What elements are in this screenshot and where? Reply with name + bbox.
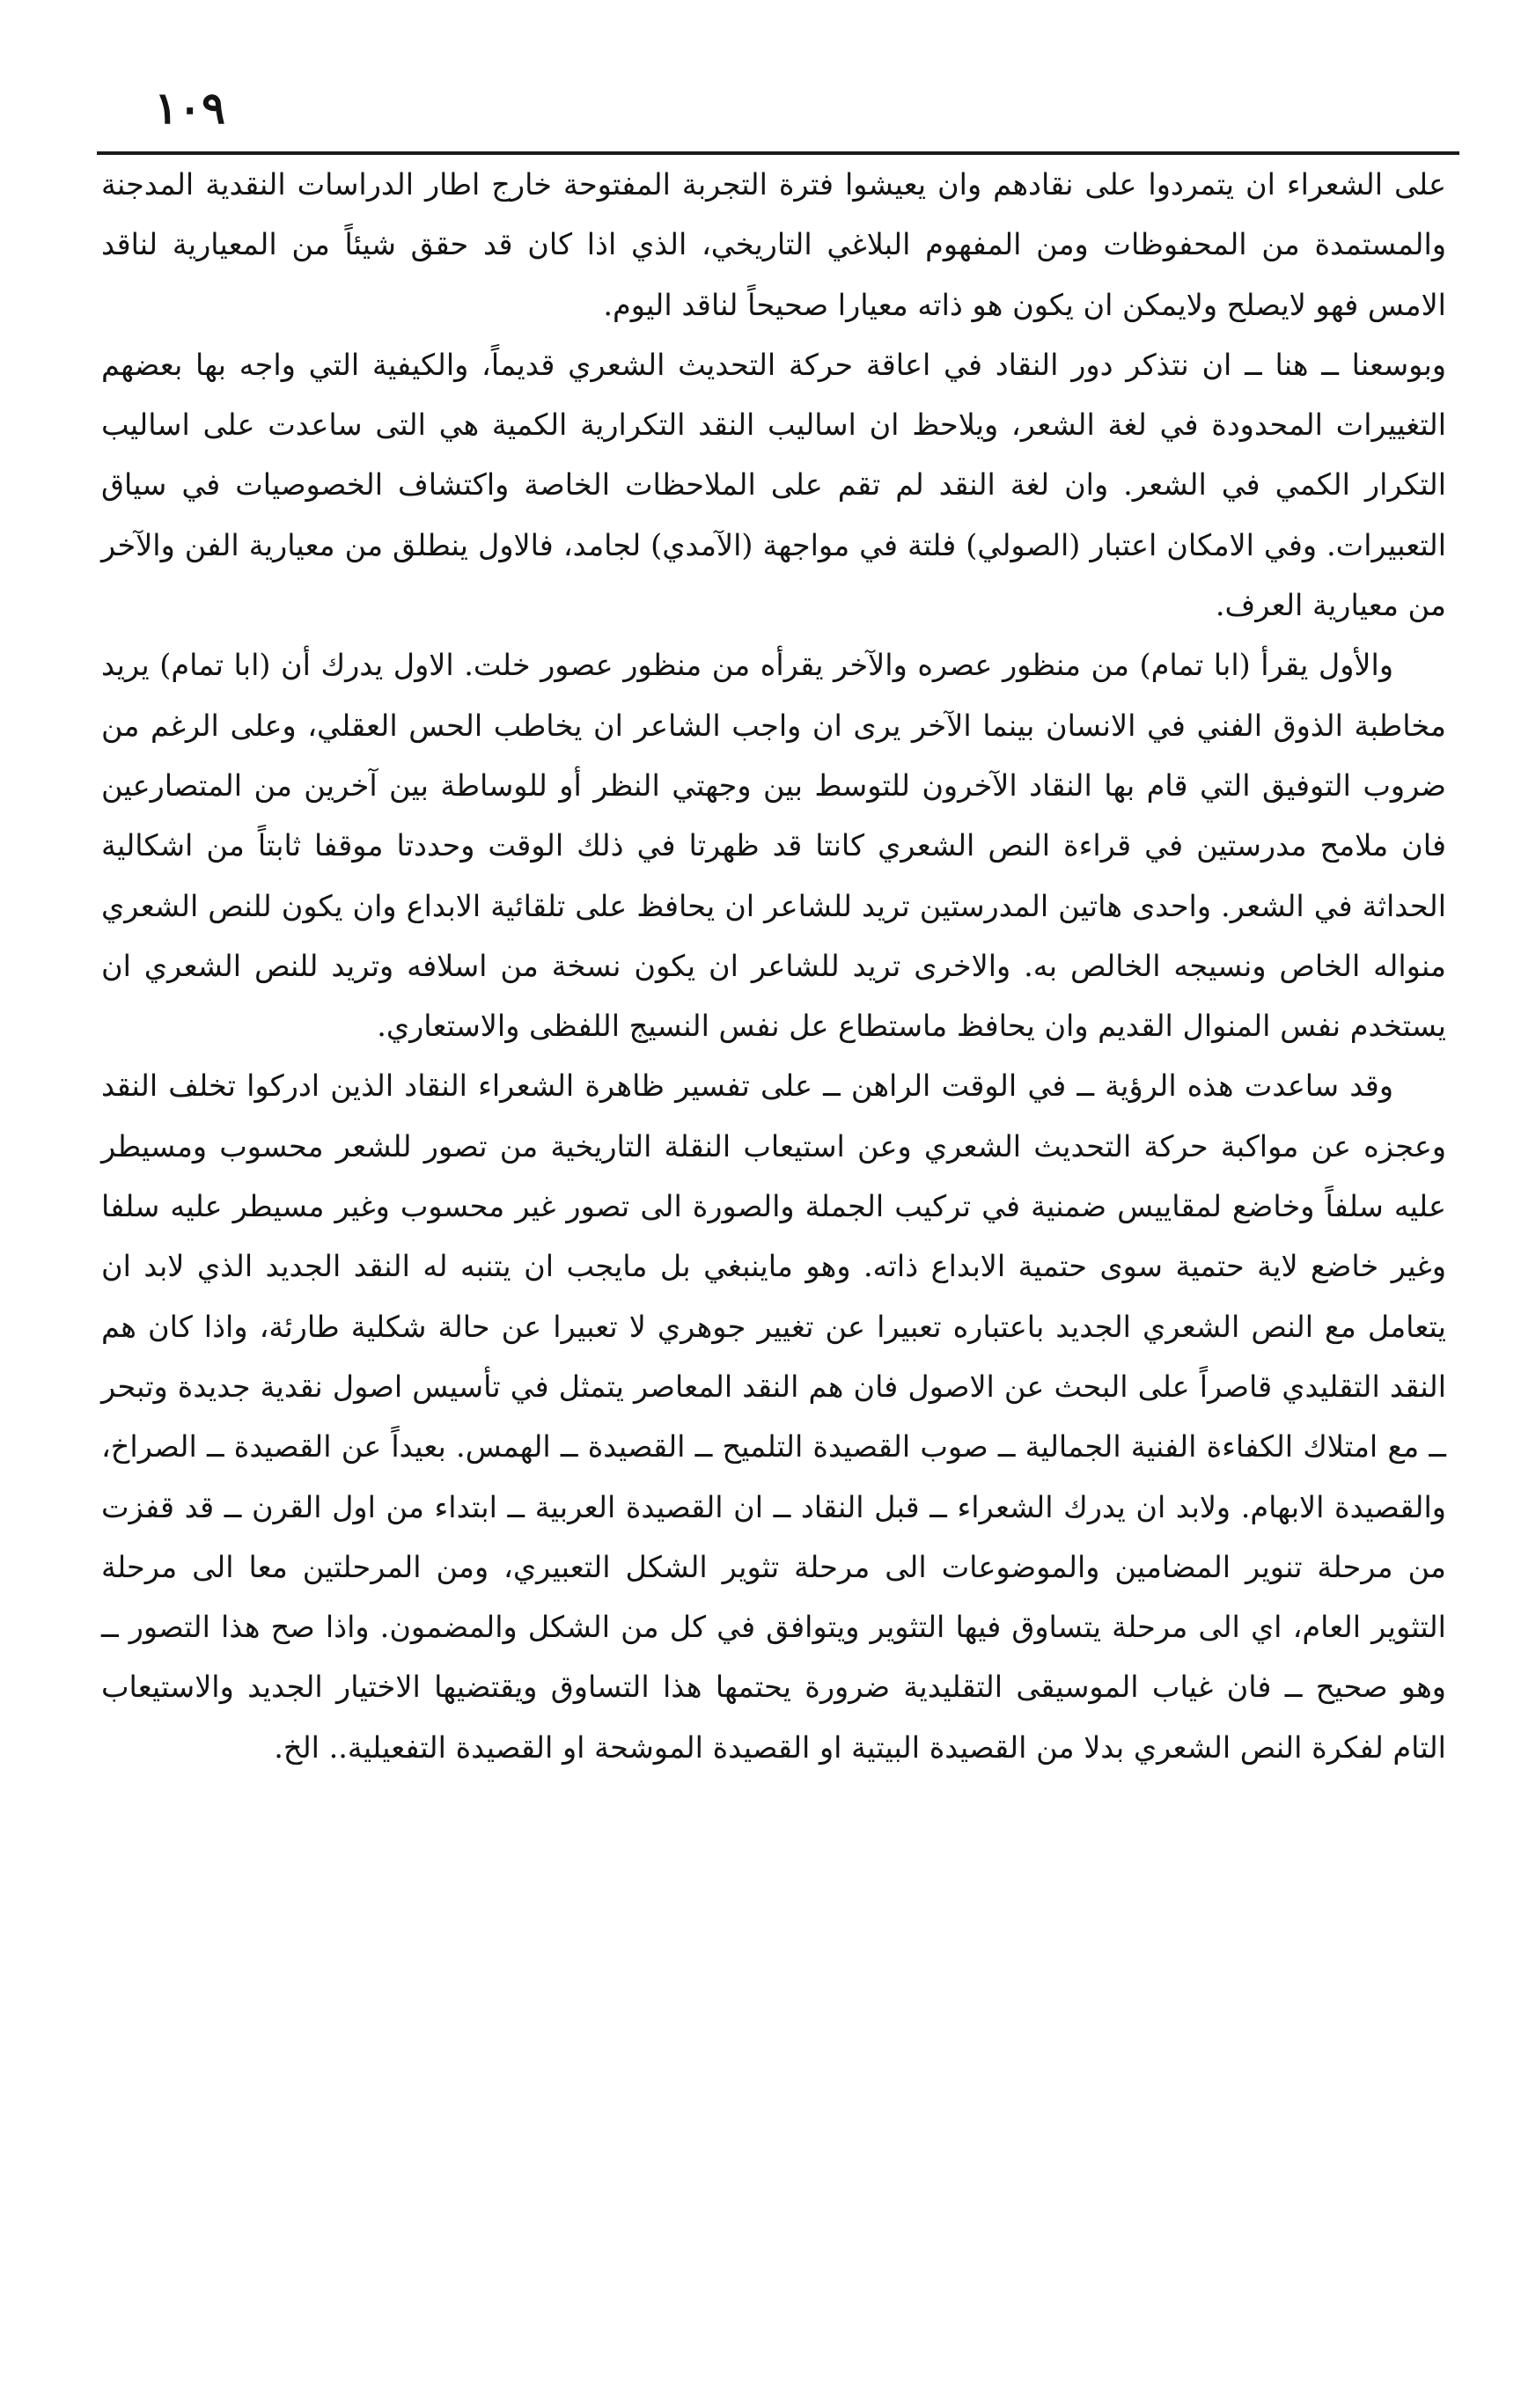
paragraph-3: والأول يقرأ (ابا تمام) من منظور عصره والآخر يقرأه من منظور عصور خلت. الاول يدرك أن (ابا تمام) يريد مخاطبة الذوق الفني في الانسان بينما الآخر يرى ان واجب الشاعر ان يخاطب الحس العقلي، وعلى الرغم من ضروب التوفيق التي قام بها النقاد الآخرون للتوسط بين وجهتي النظر أو للوساطة بين آخرين من المتصارعين فان ملامح مدرستين في قراءة النص الشعري كانتا قد ظهرتا في ذلك الوقت وحددتا موقفا ثابتاً من اشكالية الحداثة في الشعر. واحدى هاتين المدرستين تريد للشاعر ان يحافظ على تلقائية الابداع وان يكون للنص الشعري منواله الخاص ونسيجه الخالص به. والاخرى تريد للشاعر ان يكون نسخة من اسلافه وتريد للنص الشعري ان يستخدم نفس المنوال القديم وان يحافظ ماستطاع عل نفس النسيج اللفظى والاستعاري.: [101, 648, 1446, 1044]
paragraph-4: وقد ساعدت هذه الرؤية ــ في الوقت الراهن ــ على تفسير ظاهرة الشعراء النقاد الذين ادركوا تخلف النقد وعجزه عن مواكبة حركة التحديث الشعري وعن استيعاب النقلة التاريخية من تصور للشعر محسوب ومسيطر عليه سلفاً وخاضع لمقاييس ضمنية في تركيب الجملة والصورة الى تصور غير محسوب وغير مسيطر عليه سلفا وغير خاضع لاية حتمية سوى حتمية الابداع ذاته. وهو ماينبغي بل مايجب ان يتنبه له النقد الجديد الذي لابد ان يتعامل مع النص الشعري الجديد باعتباره تعبيرا عن تغيير جوهري لا تعبيرا عن حالة شكلية طارئة، واذا كان هم النقد التقليدي قاصراً على البحث عن الاصول فان هم النقد المعاصر يتمثل في تأسيس اصول نقدية جديدة وتبحر ــ مع امتلاك الكفاءة الفنية الجمالية ــ صوب القصيدة التلميح ــ القصيدة ــ الهمس. بعيداً عن القصيدة ــ الصراخ، والقصيدة الابهام. ولابد ان يدرك الشعراء ــ قبل النقاد ــ ان القصيدة العربية ــ ابتداء من اول القرن ــ قد قفزت من مرحلة تنوير المضامين والموضوعات الى مرحلة تثوير الشكل التعبيري، ومن المرحلتين معا الى مرحلة التثوير العام، اي الى مرحلة يتساوق فيها التثوير ويتوافق في كل من الشكل والمضمون. واذا صح هذا التصور ــ وهو صحيح ــ فان غياب الموسيقى التقليدية ضرورة يحتمها هذا التساوق ويقتضيها الاختيار الجديد والاستيعاب التام لفكرة النص الشعري بدلا من القصيدة البيتية او القصيدة الموشحة او القصيدة التفعيلية.. الخ.: [101, 1068, 1446, 1765]
paragraph-1: على الشعراء ان يتمردوا على نقادهم وان يعيشوا فترة التجربة المفتوحة خارج اطار الدراسات النقدية المدجنة والمستمدة من المحفوظات ومن المفهوم البلاغي التاريخي، الذي اذا كان قد حقق شيئاً من المعيارية لناقد الامس فهو لايصلح ولايمكن ان يكون هو ذاته معيارا صحيحاً لناقد اليوم.: [101, 167, 1446, 322]
page-number: ١٠٩: [154, 82, 225, 134]
paragraph-2: وبوسعنا ــ هنا ــ ان نتذكر دور النقاد في اعاقة حركة التحديث الشعري قديماً، والكيفية التي واجه بها بعضهم التغييرات المحدودة في لغة الشعر، ويلاحظ ان اساليب النقد التكرارية الكمية هي التى ساعدت على اساليب التكرار الكمي في الشعر. وان لغة النقد لم تقم على الملاحظات الخاصة واكتشاف الخصوصيات في سياق التعبيرات. وفي الامكان اعتبار (الصولي) فلتة في مواجهة (الآمدي) لجامد، فالاول ينطلق من معيارية الفن والآخر من معيارية العرف.: [101, 347, 1446, 623]
body-text: [101, 155, 1446, 1778]
